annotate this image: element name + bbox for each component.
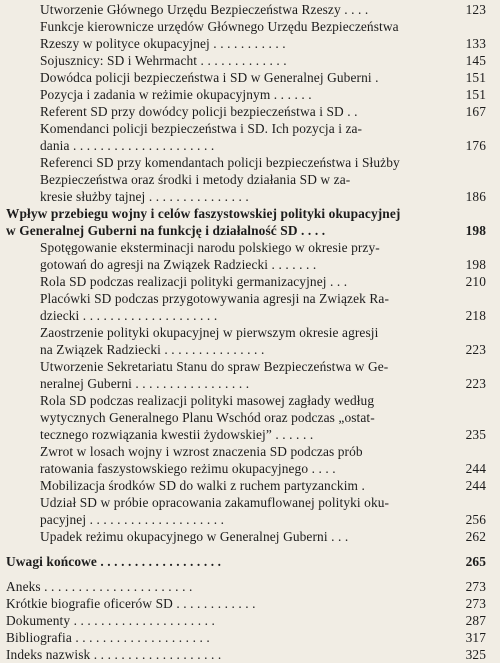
toc-entry-line	[0, 511, 500, 528]
toc-page-number: 235	[465, 427, 486, 442]
toc-entry-title: Dokumenty . . . . . . . . . . . . . . . . . . . . .	[6, 613, 215, 628]
toc-entry-line	[0, 307, 500, 324]
toc-entry-line	[0, 103, 500, 120]
toc-page-number: 210	[465, 274, 486, 289]
toc-entry-title: Bibliografia . . . . . . . . . . . . . . . . . . . .	[6, 630, 210, 645]
toc-entry-title: Mobilizacja środków SD do walki z ruchem partyzanckim .	[40, 478, 365, 493]
toc-page-number: 176	[465, 138, 486, 153]
toc-entry-title: Referent SD przy dowódcy policji bezpieczeństwa i SD . .	[40, 104, 358, 119]
toc-page-number: 262	[465, 529, 486, 544]
toc-page-number: 198	[465, 223, 486, 238]
toc-entry-line	[0, 154, 500, 171]
toc-entry-title: tecznego rozwiązania kwestii żydowskiej” . . . . . .	[40, 427, 314, 442]
toc-entry-title: Bezpieczeństwa oraz środki i metody działania SD w za-	[40, 172, 351, 187]
toc-page-number: 287	[465, 613, 486, 628]
toc-entry-title: Rola SD podczas realizacji polityki masowej zagłady według	[40, 393, 375, 408]
toc-entry-title: Placówki SD podczas przygotowywania agresji na Związek Ra-	[40, 291, 390, 306]
toc-entry-title: Komendanci policji bezpieczeństwa i SD. Ich pozycja i za-	[40, 121, 363, 136]
toc-page-number: 186	[465, 189, 486, 204]
toc-entry-title: Funkcje kierownicze urzędów Głównego Urzędu Bezpieczeństwa	[40, 19, 399, 34]
toc-entry-line	[0, 171, 500, 188]
toc-entry-line	[0, 358, 500, 375]
toc-entry-line	[0, 239, 500, 256]
toc-entry-title: Upadek reżimu okupacyjnego w Generalnej Guberni . . .	[40, 529, 349, 544]
toc-page-number: 244	[465, 461, 486, 476]
toc-entry-title: kresie służby tajnej . . . . . . . . . . . . . . .	[40, 189, 249, 204]
toc-entry-title: Zaostrzenie polityki okupacyjnej w pierwszym okresie agresji	[40, 325, 379, 340]
toc-entry-title: w Generalnej Guberni na funkcję i działalność SD . . . .	[6, 223, 326, 238]
toc-entry-title: neralnej Guberni . . . . . . . . . . . . . . . . .	[40, 376, 250, 391]
toc-entry-line	[0, 273, 500, 290]
toc-entry-title: Utworzenie Głównego Urzędu Bezpieczeństwa Rzeszy . . . .	[40, 2, 369, 17]
toc-entry-line	[0, 18, 500, 35]
toc-entry-title: Utworzenie Sekretariatu Stanu do spraw Bezpieczeństwa w Ge-	[40, 359, 389, 374]
toc-entry-line	[0, 137, 500, 154]
toc-page-number: 151	[465, 70, 486, 85]
toc-entry-line	[0, 341, 500, 358]
toc-page-number: 198	[465, 257, 486, 272]
toc-page-number: 133	[465, 36, 486, 51]
toc-entry-line	[0, 443, 500, 460]
toc-entry-title: pacyjnej . . . . . . . . . . . . . . . . . . . .	[40, 512, 225, 527]
toc-entry-line	[0, 35, 500, 52]
toc-page-number: 218	[465, 308, 486, 323]
toc-entry-title: na Związek Radziecki . . . . . . . . . . . . . . .	[40, 342, 265, 357]
toc-page-number: 325	[465, 647, 486, 662]
toc-entry-line	[0, 69, 500, 86]
toc-entry-line	[0, 52, 500, 69]
toc-entry-title: Spotęgowanie eksterminacji narodu polskiego w okresie przy-	[40, 240, 380, 255]
toc-page-number: 273	[465, 596, 486, 611]
toc-page-number: 265	[465, 554, 486, 569]
toc-entry-line	[0, 205, 500, 222]
toc-entry-title: Rola SD podczas realizacji polityki germanizacyjnej . . .	[40, 274, 348, 289]
toc-page-number: 273	[465, 579, 486, 594]
toc-entry-line	[0, 578, 500, 595]
toc-entry-line	[0, 222, 500, 239]
toc-entry-title: Pozycja i zadania w reżimie okupacyjnym . . . . . .	[40, 87, 312, 102]
toc-entry-line	[0, 477, 500, 494]
toc-entry-line	[0, 256, 500, 273]
toc-entry-title: ratowania faszystowskiego reżimu okupacyjnego . . . .	[40, 461, 336, 476]
toc-entry-line	[0, 528, 500, 545]
toc-entry-line	[0, 324, 500, 341]
toc-page-number: 256	[465, 512, 486, 527]
toc-page-number: 317	[465, 630, 486, 645]
toc-entry-line	[0, 612, 500, 629]
toc-entry-title: Krótkie biografie oficerów SD . . . . . . . . . . . .	[6, 596, 256, 611]
toc-page-number: 151	[465, 87, 486, 102]
toc-entry-line	[0, 426, 500, 443]
toc-entry-title: Indeks nazwisk . . . . . . . . . . . . . . . . . . .	[6, 647, 222, 662]
toc-entry-title: Udział SD w próbie opracowania zakamuflowanej polityki oku-	[40, 495, 390, 510]
toc-entry-line	[0, 646, 500, 663]
toc-entry-line	[0, 553, 500, 570]
toc-page-number: 244	[465, 478, 486, 493]
toc-entry-line	[0, 290, 500, 307]
toc-entry-title: wytycznych Generalnego Planu Wschód oraz podczas „ostat-	[40, 410, 375, 425]
toc-entry-line	[0, 595, 500, 612]
toc-entry-title: dania . . . . . . . . . . . . . . . . . . . . .	[40, 138, 215, 153]
toc-entry-title: Wpływ przebiegu wojny i celów faszystowskiej polityki okupacyjnej	[6, 206, 401, 221]
toc-entry-title: Aneks . . . . . . . . . . . . . . . . . . . . . .	[6, 579, 193, 594]
toc-entry-line	[0, 409, 500, 426]
toc-page-number: 145	[465, 53, 486, 68]
toc-entry-title: dziecki . . . . . . . . . . . . . . . . . . . .	[40, 308, 218, 323]
toc-entry-line	[0, 392, 500, 409]
toc-page-number: 123	[465, 2, 486, 17]
toc-entry-title: Sojusznicy: SD i Wehrmacht . . . . . . . . . . . . .	[40, 53, 287, 68]
toc-page-number: 167	[465, 104, 486, 119]
toc-entry-line	[0, 375, 500, 392]
toc-entry-title: Uwagi końcowe . . . . . . . . . . . . . . . . . .	[6, 554, 222, 569]
toc-entry-line	[0, 460, 500, 477]
toc-entry-title: Referenci SD przy komendantach policji bezpieczeństwa i Służby	[40, 155, 400, 170]
toc-entry-title: gotowań do agresji na Związek Radziecki . . . . . . .	[40, 257, 317, 272]
toc-entry-title: Dowódca policji bezpieczeństwa i SD w Generalnej Guberni .	[40, 70, 379, 85]
toc-page-number: 223	[465, 342, 486, 357]
toc-entry-line	[0, 188, 500, 205]
toc-entry-line	[0, 86, 500, 103]
toc-entry-title: Rzeszy w polityce okupacyjnej . . . . . . . . . . .	[40, 36, 286, 51]
toc-entry-line	[0, 1, 500, 18]
toc-entry-line	[0, 120, 500, 137]
toc-entry-title: Zwrot w losach wojny i wzrost znaczenia SD podczas prób	[40, 444, 363, 459]
toc-entry-line	[0, 629, 500, 646]
toc-page-number: 223	[465, 376, 486, 391]
toc-entry-line	[0, 494, 500, 511]
